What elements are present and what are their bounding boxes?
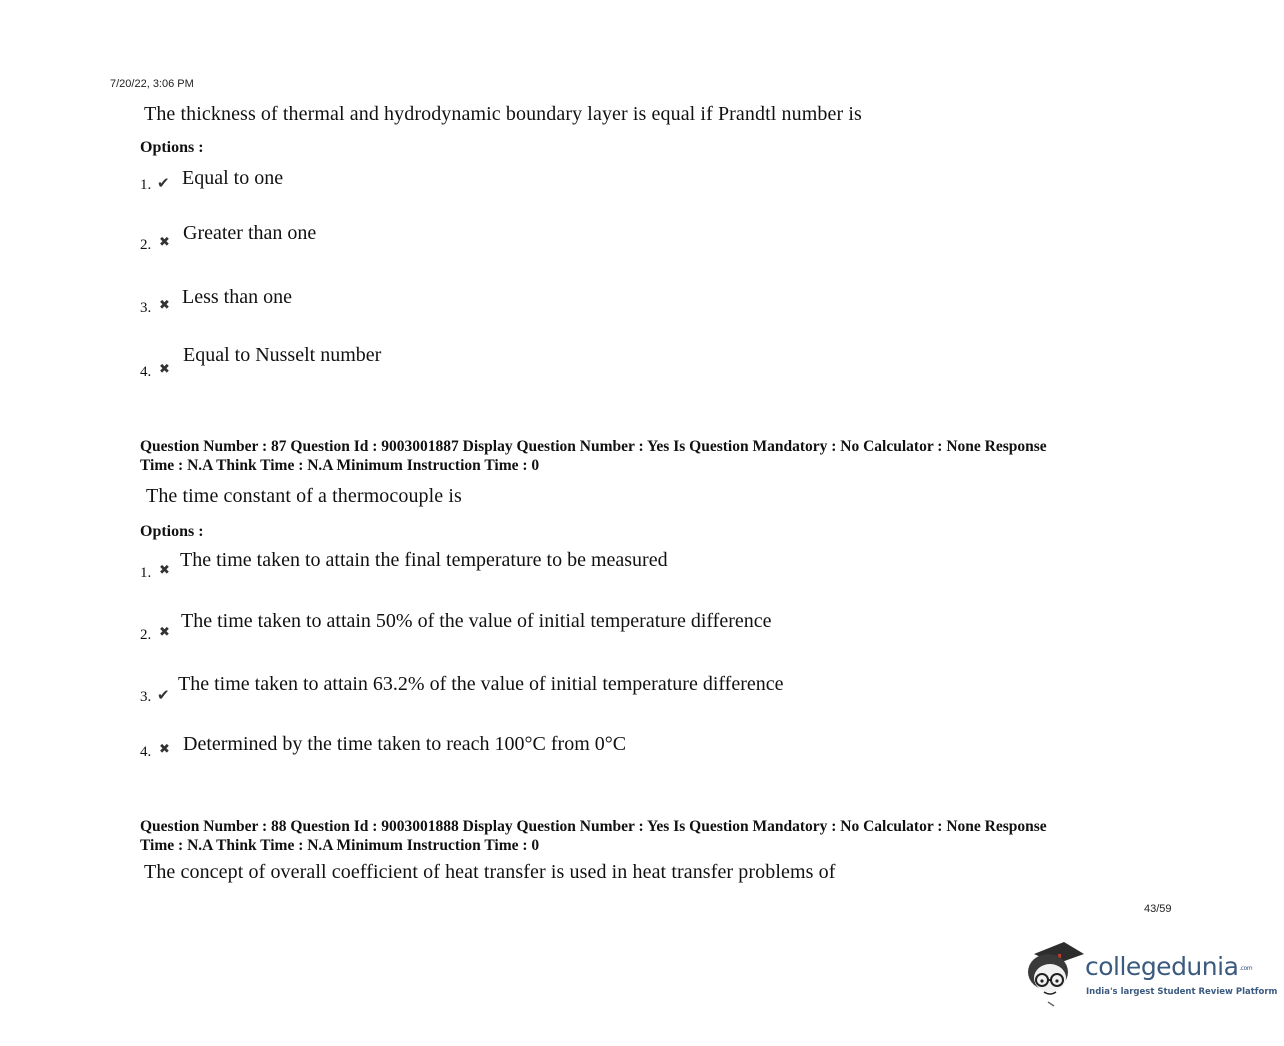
logo-tagline: India's largest Student Review Platform (1086, 987, 1278, 997)
q86-options-label: Options : (140, 139, 204, 156)
wrong-cross-icon: ✖ (159, 361, 170, 376)
option-number: 4. (140, 364, 152, 380)
mascot-icon (1024, 940, 1086, 1010)
option-text: The time taken to attain 63.2% of the value of initial temperature difference (178, 673, 784, 695)
option-number: 1. (140, 177, 152, 193)
wrong-cross-icon: ✖ (159, 624, 170, 639)
question-86-text: The thickness of thermal and hydrodynamic boundary layer is equal if Prandtl number is (144, 103, 862, 125)
q88-meta-line-1: Question Number : 88 Question Id : 9003001888 Display Question Number : Yes Is Question Mandatory : No Calculator : None Response (140, 818, 1047, 835)
logo-wordmark (1085, 952, 1252, 981)
q87-meta-line-2: Time : N.A Think Time : N.A Minimum Instruction Time : 0 (140, 457, 540, 474)
option-number: 2. (140, 237, 152, 253)
q88-meta-line-2: Time : N.A Think Time : N.A Minimum Instruction Time : 0 (140, 837, 540, 854)
question-87-text: The time constant of a thermocouple is (146, 485, 462, 507)
option-text: Greater than one (183, 222, 317, 244)
option-number: 1. (140, 565, 152, 581)
q87-options-label: Options : (140, 523, 204, 540)
option-text: Less than one (182, 286, 292, 308)
wrong-cross-icon: ✖ (159, 234, 170, 249)
q87-meta-line-1: Question Number : 87 Question Id : 9003001887 Display Question Number : Yes Is Question Mandatory : No Calculator : None Response (140, 438, 1047, 455)
option-number: 2. (140, 627, 152, 643)
q88-metadata (140, 817, 1170, 855)
option-number: 4. (140, 744, 152, 760)
correct-check-icon: ✔ (157, 688, 170, 704)
wrong-cross-icon: ✖ (159, 562, 170, 577)
option-number: 3. (140, 689, 152, 705)
logo-name: collegedunia (1085, 952, 1239, 981)
option-text: The time taken to attain 50% of the value of initial temperature difference (181, 610, 772, 632)
print-timestamp: 7/20/22, 3:06 PM (110, 78, 194, 90)
option-text: Equal to Nusselt number (183, 344, 382, 366)
option-text: Determined by the time taken to reach 100°C from 0°C (183, 733, 627, 755)
q87-metadata (140, 437, 1170, 475)
correct-check-icon: ✔ (157, 176, 170, 192)
page-number: 43/59 (1144, 903, 1172, 915)
option-number: 3. (140, 300, 152, 316)
wrong-cross-icon: ✖ (159, 297, 170, 312)
option-text: Equal to one (182, 167, 284, 189)
option-text: The time taken to attain the final temperature to be measured (180, 549, 668, 571)
logo-com: .com (1239, 964, 1253, 972)
wrong-cross-icon: ✖ (159, 741, 170, 756)
question-88-text: The concept of overall coefficient of heat transfer is used in heat transfer problems of (144, 861, 836, 883)
